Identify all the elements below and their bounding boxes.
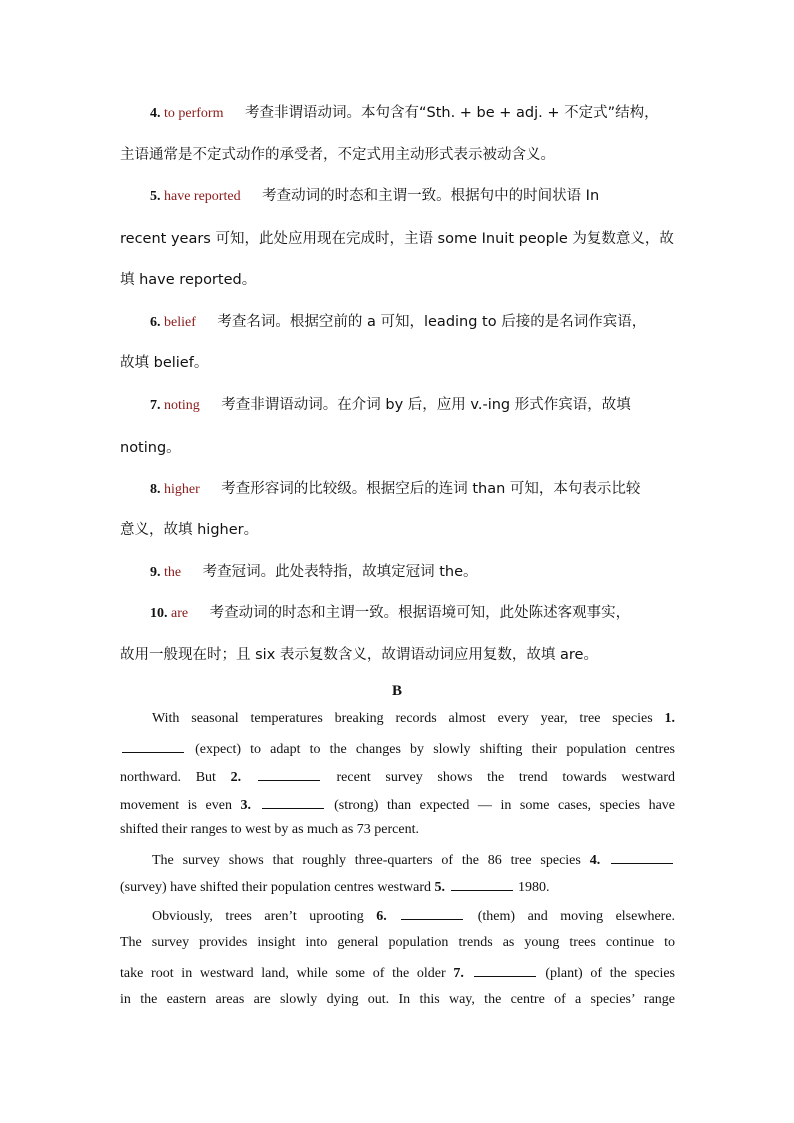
blank-line[interactable] [262,795,324,809]
explanation: 考查非谓语动词。在介词 by 后，应用 v.-ing 形式作宾语，故填 [221,397,631,413]
answer-item-5-cont [120,227,675,248]
item-number: 4. [150,106,161,121]
answer-item-9 [120,560,675,581]
answer-item-7-cont [120,436,675,457]
passage-line: The survey provides insight into general population trends as young trees continue to [120,935,675,950]
blank-number: 4. [589,853,601,868]
explanation: 考查形容词的比较级。根据空后的连词 than 可知，本句表示比较 [221,481,641,497]
passage-line: in the eastern areas are slowly dying out. In this way, the centre of a species’ range [120,992,675,1007]
explanation: 考查冠词。此处表特指，故填定冠词 the。 [202,564,478,580]
answer-item-6-cont [120,351,675,372]
answer-item-7 [120,393,675,414]
blank-number: 2. [230,770,242,785]
answer-item-4 [120,101,675,122]
passage-line: shifted their ranges to west by as much as 73 percent. [120,822,419,837]
answer-item-5-cont2 [120,268,675,289]
blank-line[interactable] [258,767,320,781]
explanation: 故用一般现在时；且 six 表示复数含义，故谓语动词应用复数，故填 are。 [120,647,598,663]
explanation: 考查非谓语动词。本句含有“Sth. + be + adj. + 不定式”结构， [244,105,659,121]
item-number: 7. [150,398,161,413]
answer-text: noting [164,398,200,413]
item-number: 10. [150,606,168,621]
explanation: 考查动词的时态和主谓一致。根据句中的时间状语 In [262,188,600,204]
blank-number: 7. [453,966,464,981]
answer-item-5 [120,184,675,205]
blank-line[interactable] [611,850,673,864]
passage-line: movement is even 3. (strong) than expected — in some cases, species have [120,795,675,814]
explanation: 填 have reported。 [120,272,257,288]
blank-number: 3. [240,798,252,813]
item-number: 5. [150,189,161,204]
answer-item-10 [120,601,675,622]
explanation: 考查名词。根据空前的 a 可知，leading to 后接的是名词作宾语， [217,314,647,330]
explanation: 故填 belief。 [120,355,209,371]
passage-line: take root in westward land, while some of the older 7. (plant) of the species [120,963,675,982]
blank-number: 1. [664,711,676,726]
section-heading: B [391,683,402,699]
item-number: 8. [150,482,161,497]
item-number: 9. [150,565,161,580]
passage-line: northward. But 2. recent survey shows the trend towards westward [120,767,675,786]
blank-number: 5. [434,880,446,895]
answer-item-8-cont [120,518,675,539]
explanation: 考查动词的时态和主谓一致。根据语境可知，此处陈述客观事实， [209,605,631,621]
explanation: 主语通常是不定式动作的承受者，不定式用主动形式表示被动含义。 [120,147,555,163]
passage-line: The survey shows that roughly three-quarters of the 86 tree species 4. [120,850,675,869]
blank-line[interactable] [401,906,463,920]
item-number: 6. [150,315,161,330]
answer-item-8 [120,477,675,498]
answer-text: to perform [164,106,224,121]
blank-line[interactable] [474,963,536,977]
answer-text: belief [164,315,196,330]
explanation: 意义，故填 higher。 [120,522,259,538]
passage-line: (survey) have shifted their population centres westward 5. 1980. [120,877,675,896]
passage-line: With seasonal temperatures breaking records almost every year, tree species 1. [152,711,676,726]
answer-text: the [164,565,182,580]
answer-text: are [171,606,189,621]
answer-item-6 [120,310,675,331]
blank-line[interactable] [122,739,184,753]
answer-item-10-cont [120,643,675,664]
explanation: recent years 可知，此处应用现在完成时，主语 some Inuit people 为复数意义，故 [120,231,674,247]
answer-text: have reported [164,189,241,204]
blank-number: 6. [376,909,387,924]
blank-line[interactable] [451,877,513,891]
passage-line: (expect) to adapt to the changes by slowly shifting their population centres [120,739,675,758]
passage-line: Obviously, trees aren’t uprooting 6. (them) and moving elsewhere. [120,906,675,925]
explanation: noting。 [120,440,181,456]
answer-item-4-cont [120,143,675,164]
answer-text: higher [164,482,200,497]
